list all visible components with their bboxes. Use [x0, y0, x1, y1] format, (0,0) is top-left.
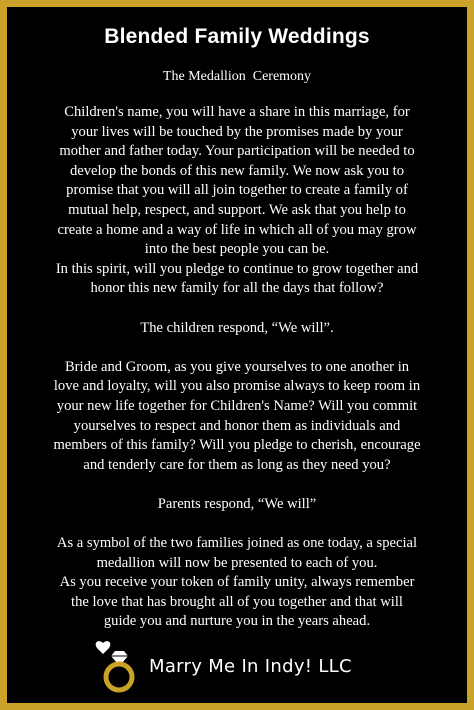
text-line: medallion will now be presented to each of you. — [96, 554, 378, 571]
text-line: mother and father today. Your participation will be needed to — [59, 143, 415, 160]
text-line: As you receive your token of family unity, always remember — [59, 574, 415, 591]
paragraph-gap — [25, 299, 449, 319]
text-line: As a symbol of the two families joined as one today, a special — [56, 535, 418, 552]
text-line: Parents respond, “We will” — [157, 495, 317, 512]
text-line: your lives will be touched by the promises made by your — [71, 123, 403, 140]
text-line: mutual help, respect, and support. We ask that you help to — [68, 201, 406, 218]
wedding-ring-icon — [93, 639, 141, 693]
text-line: your new life together for Children's Name? Will you commit — [56, 397, 418, 414]
text-line: and tenderly care for them as long as they need you? — [83, 456, 391, 473]
paragraph-gap — [25, 514, 449, 534]
text-line: create a home and a way of life in which all of you may grow — [57, 221, 417, 238]
text-line: develop the bonds of this new family. We now ask you to — [69, 162, 405, 179]
page-subtitle: The Medallion Ceremony — [162, 69, 312, 84]
paragraph-gap — [25, 338, 449, 358]
ceremony-text — [25, 103, 449, 632]
brand-name: Marry Me In Indy! LLC — [149, 655, 352, 677]
page-title: Blended Family Weddings — [104, 25, 370, 48]
text-line: promise that you will all join together to create a family of — [66, 182, 408, 199]
text-line: Bride and Groom, as you give yourselves to one another in — [64, 358, 410, 375]
text-line: members of this family? Will you pledge to cherish, encourage — [53, 437, 421, 454]
text-line: honor this new family for all the days that follow? — [90, 280, 384, 297]
text-line: In this spirit, will you pledge to continue to grow together and — [55, 260, 419, 277]
text-line: the love that has brought all of you together and that will — [71, 593, 403, 610]
footer-brand — [93, 639, 352, 693]
text-line: yourselves to respect and honor them as individuals and — [73, 417, 401, 434]
text-line: The children respond, “We will”. — [140, 319, 334, 336]
paragraph-gap — [25, 475, 449, 495]
text-line: into the best people you can be. — [144, 241, 330, 258]
text-line: guide you and nurture you in the years ahead. — [103, 613, 371, 630]
text-line: Children's name, you will have a share in this marriage, for — [64, 104, 410, 120]
text-line: love and loyalty, will you also promise always to keep room in — [53, 378, 421, 395]
